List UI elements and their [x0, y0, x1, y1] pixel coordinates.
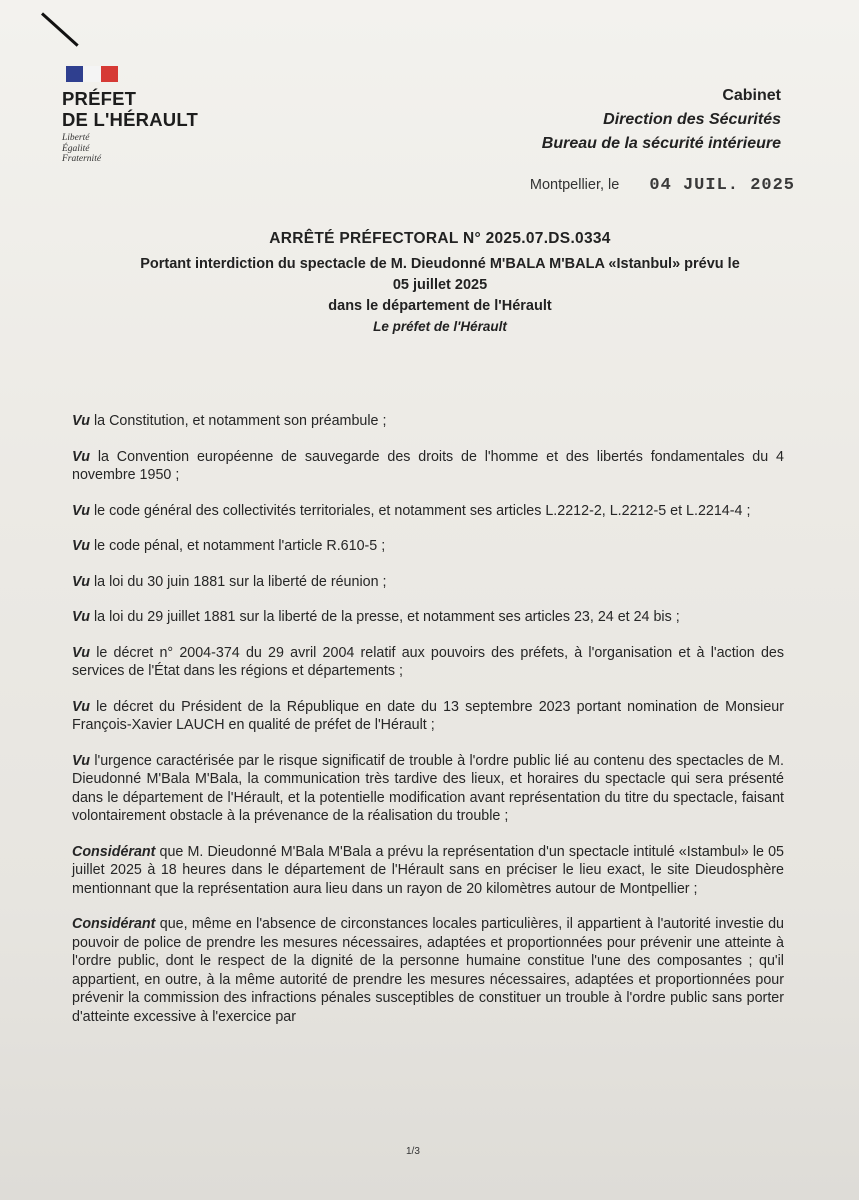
arrete-title: ARRÊTÉ PRÉFECTORAL N° 2025.07.DS.0334: [269, 230, 611, 247]
paragraph-text: que, même en l'absence de circonstances locales particulières, il appartient à l'autorité investie du pouvoir de police de prendre les mesures nécessaires, adaptées et proportionnées pour prévenir une atteinte à l'ordre public, dont le respect de la dignité de la personne humaine constitue l'une des composantes ; qu'il appartient, en outre, à la même autorité de prendre les mesures nécessaires, adaptées et proportionnées pour prévenir la commission des infractions pénales susceptibles de constituer un trouble à l'ordre public sans porter d'atteinte excessive à l'exercice par: [72, 916, 784, 1025]
visa-paragraph: [72, 573, 784, 592]
paragraph-lead: Vu: [72, 502, 91, 519]
visa-paragraph: [72, 608, 784, 627]
paragraph-lead: Vu: [72, 448, 91, 465]
visa-paragraph: [72, 698, 784, 735]
visa-paragraph: [72, 537, 784, 556]
visa-paragraph: [72, 752, 784, 826]
service-cabinet: Cabinet: [722, 87, 781, 104]
place-label: Montpellier, le: [529, 177, 620, 193]
paragraph-text: la Constitution, et notamment son préambule ;: [90, 413, 387, 429]
paragraph-text: l'urgence caractérisée par le risque significatif de trouble à l'ordre public lié au contenu des spectacles de M. Dieudonné M'Bala M'Bala, la communication très tardive des lieux, et horaires du spectacle qui sera présenté dans le département de l'Hérault, et la potentielle modification avant représentation du titre du spectacle, faisant volontairement obstacle à la prévenance de la réalisation du trouble ;: [72, 752, 784, 824]
service-block: [542, 84, 781, 156]
place-date: [530, 176, 795, 195]
visa-paragraph: [72, 412, 784, 431]
arrete-header: [60, 228, 820, 337]
considerant-paragraph: [72, 915, 784, 1026]
subject-line-2: 05 juillet 2025: [392, 277, 488, 293]
motto-egalite: Égalité: [62, 143, 90, 154]
arrete-body: [72, 412, 784, 1043]
paragraph-text: le code général des collectivités territoriales, et notamment ses articles L.2212-2, L.2212-5 et L.2214-4 ;: [90, 502, 751, 519]
subject-line-1: Portant interdiction du spectacle de M. Dieudonné M'BALA M'BALA «Istanbul» prévu le: [140, 256, 740, 272]
visa-paragraph: [72, 644, 784, 681]
logo-title-line2: DE L'HÉRAULT: [62, 109, 198, 130]
prefecture-logo: [62, 66, 198, 165]
paragraph-text: le décret n° 2004-374 du 29 avril 2004 relatif aux pouvoirs des préfets, à l'organisation et à l'action des services de l'État dans les régions et départements ;: [72, 644, 784, 679]
marianne-flag-icon: [66, 66, 118, 82]
paragraph-lead: Considérant: [72, 843, 156, 860]
date-stamp: 04 JUIL. 2025: [649, 176, 795, 195]
paragraph-lead: Vu: [72, 573, 91, 590]
paragraph-text: la loi du 30 juin 1881 sur la liberté de réunion ;: [90, 573, 387, 590]
service-direction: Direction des Sécurités: [603, 111, 781, 128]
paragraph-lead: Vu: [72, 698, 91, 715]
prefet-line: Le préfet de l'Hérault: [373, 319, 507, 334]
paragraph-lead: Considérant: [72, 916, 156, 932]
motto-fraternite: Fraternité: [62, 154, 102, 164]
paragraph-lead: Vu: [72, 609, 91, 625]
motto-liberte: Liberté: [62, 133, 90, 143]
paragraph-text: le décret du Président de la République en date du 13 septembre 2023 portant nomination de Monsieur François-Xavier LAUCH en qualité de préfet de l'Hérault ;: [72, 698, 784, 733]
paragraph-text: la Convention européenne de sauvegarde des droits de l'homme et des libertés fondamentales du 4 novembre 1950 ;: [72, 448, 784, 483]
logo-title: [62, 88, 198, 130]
paragraph-lead: Vu: [72, 413, 91, 429]
paragraph-lead: Vu: [72, 538, 91, 554]
paragraph-lead: Vu: [72, 752, 91, 769]
logo-title-line1: PRÉFET: [62, 88, 137, 109]
subject-line-3: dans le département de l'Hérault: [328, 298, 552, 314]
paragraph-text: le code pénal, et notamment l'article R.610-5 ;: [90, 538, 386, 554]
considerant-paragraph: [72, 843, 784, 899]
paragraph-lead: Vu: [72, 644, 91, 661]
service-bureau: Bureau de la sécurité intérieure: [541, 135, 781, 152]
arrete-subject: [60, 254, 820, 317]
visa-paragraph: [72, 448, 784, 485]
visa-paragraph: [72, 502, 784, 521]
page-number: 1/3: [406, 1146, 420, 1157]
pen-mark: [41, 12, 79, 46]
paragraph-text: que M. Dieudonné M'Bala M'Bala a prévu la représentation d'un spectacle intitulé «Istambul» le 05 juillet 2025 à 18 heures dans le département de l'Hérault sans en préciser le lieu exact, le site Dieudosphère mentionnant que la représentation aura lieu dans un rayon de 20 kilomètres autour de Montpellier ;: [72, 843, 784, 897]
motto: [62, 133, 198, 165]
paragraph-text: la loi du 29 juillet 1881 sur la liberté de la presse, et notamment ses articles 23, 24 et 24 bis ;: [90, 609, 680, 625]
